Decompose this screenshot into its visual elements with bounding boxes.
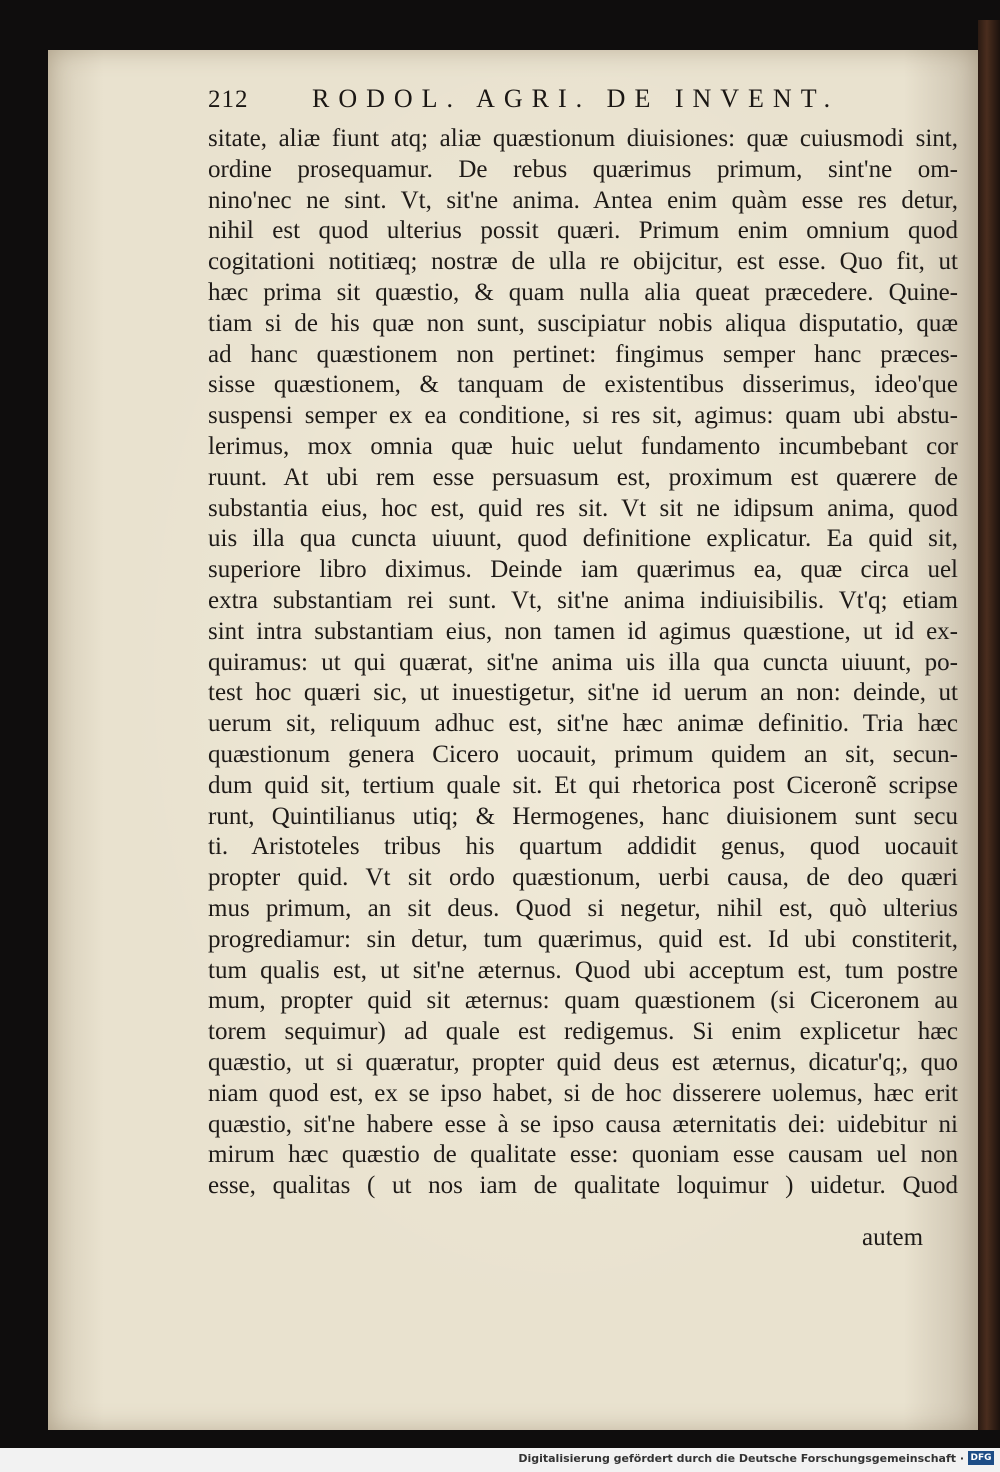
text-line: sint intra substantiam eius, non tamen id agimus quæstione, ut id ex- — [208, 617, 958, 645]
text-line: extra substantiam rei sunt. Vt, sit'ne anima indiuisibilis. Vt'q; etiam — [208, 586, 958, 614]
book-edge — [978, 20, 1000, 1430]
text-line: tum qualis est, ut sit'ne æternus. Quod ubi acceptum est, tum postre — [208, 956, 958, 984]
text-line: lerimus, mox omnia quæ huic uelut fundamento incumbebant cor — [208, 432, 958, 460]
page-number: 212 — [208, 86, 249, 113]
text-line: hæc prima sit quæstio, & quam nulla alia queat præcedere. Quine- — [208, 278, 958, 306]
text-line: ad hanc quæstionem non pertinet: fingimus semper hanc præces- — [208, 340, 958, 368]
text-line: progrediamur: sin detur, tum quærimus, quid est. Id ubi constiterit, — [208, 925, 958, 953]
text-line: mirum hæc quæstio de qualitate esse: quoniam esse causam uel non — [208, 1141, 958, 1169]
text-line: mum, propter quid sit æternus: quam quæstionem (si Ciceronem au — [208, 987, 958, 1015]
text-line: runt, Quintilianus utiq; & Hermogenes, hanc diuisionem sunt secu — [208, 802, 958, 830]
text-line: quæstionum genera Cicero uocauit, primum quidem an sit, secun- — [208, 740, 958, 768]
text-line: suspensi semper ex ea conditione, si res sit, agimus: quam ubi abstu- — [208, 402, 958, 430]
running-head — [208, 84, 848, 120]
text-line: quiramus: ut qui quærat, sit'ne anima uis illa qua cuncta uiuunt, po- — [208, 648, 958, 676]
dfg-logo: DFG — [968, 1451, 994, 1465]
text-line: esse, qualitas ( ut nos iam de qualitate loquimur ) uidetur. Quod — [208, 1172, 958, 1200]
running-title: RODOL. AGRI. DE INVENT. — [312, 84, 840, 113]
text-line: nihil est quod ulterius possit quæri. Primum enim omnium quod — [208, 217, 958, 245]
text-line: uis illa qua cuncta uiuunt, quod definitione explicatur. Ea quid sit, — [208, 525, 958, 553]
text-line: mus primum, an sit deus. Quod si negetur, nihil est, quò ulterius — [208, 894, 958, 922]
text-line: quæstio, sit'ne habere esse à se ipso causa æternitatis dei: uidebitur ni — [208, 1110, 958, 1138]
text-line: uerum sit, reliquum adhuc est, sit'ne hæc animæ definitio. Tria hæc — [208, 710, 958, 738]
text-line: ordine prosequamur. De rebus quærimus primum, sint'ne om- — [208, 155, 958, 183]
body-text — [208, 124, 958, 1202]
text-line: niam quod est, ex se ipso habet, si de hoc disserere uolemus, hæc erit — [208, 1079, 958, 1107]
catchword: autem — [862, 1224, 924, 1251]
text-line: ti. Aristoteles tribus his quartum addidit genus, quod uocauit — [208, 833, 958, 861]
text-line: ruunt. At ubi rem esse persuasum est, proximum est quærere de — [208, 463, 958, 491]
text-line: torem sequimur) ad quale est redigemus. Si enim explicetur hæc — [208, 1018, 958, 1046]
text-line: propter quid. Vt sit ordo quæstionum, uerbi causa, de deo quæri — [208, 864, 958, 892]
text-line: nino'nec ne sint. Vt, sit'ne anima. Antea enim quàm esse res detur, — [208, 186, 958, 214]
funding-credit: Digitalisierung gefördert durch die Deutsche Forschungsgemeinschaft · — [518, 1452, 964, 1465]
text-line: superiore libro diximus. Deinde iam quærimus ea, quæ circa uel — [208, 556, 958, 584]
text-line: tiam si de his quæ non sunt, suscipiatur nobis aliqua disputatio, quæ — [208, 309, 958, 337]
text-line: test hoc quæri sic, ut inuestigetur, sit'ne id uerum an non: deinde, ut — [208, 679, 958, 707]
text-line: quæstio, ut si quæratur, propter quid deus est æternus, dicatur'q;, quo — [208, 1048, 958, 1076]
text-line: sitate, aliæ fiunt atq; aliæ quæstionum diuisiones: quæ cuiusmodi sint, — [208, 125, 958, 152]
text-line: sisse quæstionem, & tanquam de existentibus disserimus, ideo'que — [208, 371, 958, 399]
text-line: cogitationi notitiæq; nostræ de ulla re obijcitur, est esse. Quo fit, ut — [208, 248, 958, 276]
text-line: substantia eius, hoc est, quid res sit. Vt sit ne idipsum anima, quod — [208, 494, 958, 522]
text-line: dum quid sit, tertium quale sit. Et qui rhetorica post Ciceronẽ scripse — [208, 771, 958, 799]
